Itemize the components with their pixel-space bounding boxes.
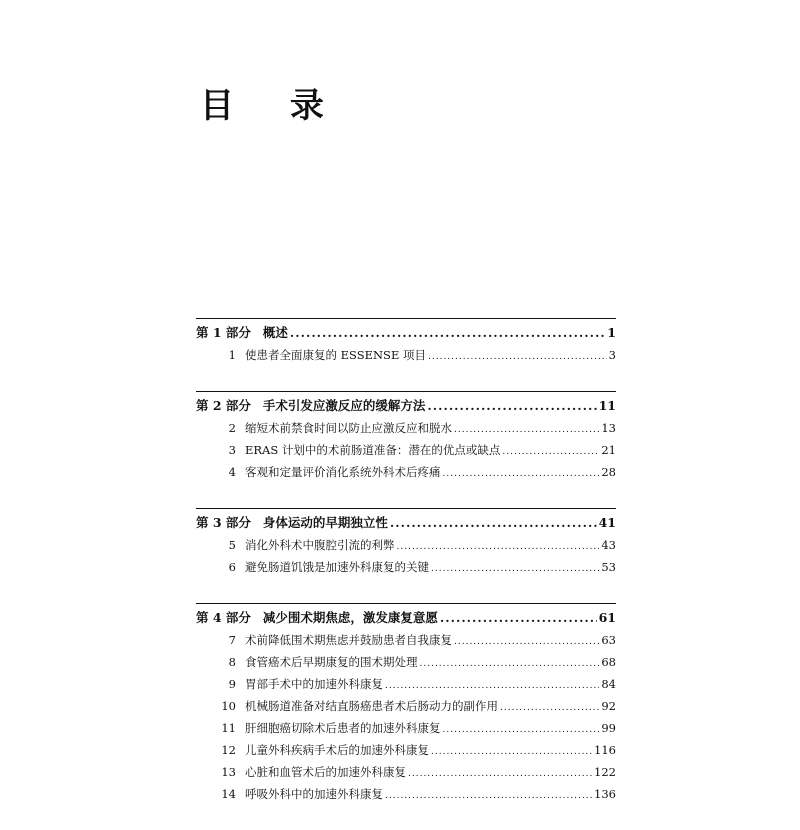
toc-entry[interactable] <box>196 559 616 581</box>
table-of-contents <box>196 318 616 830</box>
page-number: 1 <box>607 325 616 340</box>
toc-entry[interactable] <box>196 420 616 442</box>
dot-leader <box>390 515 597 530</box>
chapter-number: 5 <box>228 538 236 552</box>
toc-entry[interactable] <box>196 742 616 764</box>
page-number: 122 <box>594 765 616 779</box>
part-title: 概述 <box>262 325 288 340</box>
dot-leader <box>385 787 592 801</box>
chapter-number: 3 <box>228 443 236 457</box>
toc-entry[interactable] <box>196 698 616 720</box>
toc-part-4 <box>196 603 616 808</box>
toc-entry[interactable] <box>196 720 616 742</box>
dot-leader <box>502 443 599 457</box>
chapter-title: 使患者全面康复的 ESSENSE 项目 <box>245 348 426 362</box>
toc-entry[interactable] <box>196 464 616 486</box>
chapter-title: 客观和定量评价消化系统外科术后疼痛 <box>245 465 441 479</box>
chapter-number: 12 <box>221 743 236 757</box>
chapter-title: 缩短术前禁食时间以防止应激反应和脱水 <box>245 421 452 435</box>
chapter-number: 9 <box>228 677 236 691</box>
page-number: 21 <box>601 443 616 457</box>
part-label: 第 3 部分 <box>196 515 251 530</box>
page-number: 136 <box>594 787 616 801</box>
chapter-number: 2 <box>228 421 236 435</box>
page-number: 99 <box>601 721 616 735</box>
chapter-number: 7 <box>228 633 236 647</box>
dot-leader <box>397 538 600 552</box>
part-title: 手术引发应激反应的缓解方法 <box>262 398 426 413</box>
toc-entry[interactable] <box>196 786 616 808</box>
chapter-title: 避免肠道饥饿是加速外科康复的关键 <box>245 560 429 574</box>
page-number: 92 <box>601 699 616 713</box>
part-heading[interactable] <box>196 603 616 632</box>
page-number: 41 <box>598 515 616 530</box>
dot-leader <box>431 560 599 574</box>
page-number: 43 <box>601 538 616 552</box>
part-heading[interactable] <box>196 508 616 537</box>
dot-leader <box>290 325 605 340</box>
dot-leader <box>420 655 600 669</box>
chapter-title: 儿童外科疾病手术后的加速外科康复 <box>245 743 429 757</box>
toc-part-3 <box>196 508 616 581</box>
part-heading[interactable] <box>196 318 616 347</box>
chapter-title: 呼吸外科中的加速外科康复 <box>245 787 383 801</box>
toc-entry[interactable] <box>196 632 616 654</box>
chapter-number: 11 <box>221 721 236 735</box>
page-number: 28 <box>601 465 616 479</box>
dot-leader <box>427 398 596 413</box>
page-number: 3 <box>608 348 616 362</box>
part-title: 身体运动的早期独立性 <box>262 515 388 530</box>
chapter-title: 胃部手术中的加速外科康复 <box>245 677 383 691</box>
dot-leader <box>454 633 599 647</box>
page-title: 目 录 <box>200 86 346 126</box>
chapter-number: 10 <box>221 699 236 713</box>
toc-entry[interactable] <box>196 537 616 559</box>
toc-part-1 <box>196 318 616 369</box>
page-number: 84 <box>601 677 616 691</box>
dot-leader <box>443 721 600 735</box>
dot-leader <box>408 765 592 779</box>
part-title: 减少围术期焦虑，激发康复意愿 <box>262 610 438 625</box>
page-number: 53 <box>601 560 616 574</box>
chapter-number: 8 <box>228 655 236 669</box>
toc-entry[interactable] <box>196 442 616 464</box>
chapter-title: ERAS 计划中的术前肠道准备：潜在的优点或缺点 <box>245 443 501 457</box>
chapter-title: 术前降低围术期焦虑并鼓励患者自我康复 <box>245 633 452 647</box>
page-number: 11 <box>598 398 616 413</box>
chapter-title: 机械肠道准备对结直肠癌患者术后肠动力的副作用 <box>245 699 498 713</box>
page-number: 61 <box>598 610 616 625</box>
chapter-number: 13 <box>221 765 236 779</box>
toc-part-2 <box>196 391 616 486</box>
chapter-title: 消化外科术中腹腔引流的利弊 <box>245 538 395 552</box>
chapter-number: 6 <box>228 560 236 574</box>
toc-entry[interactable] <box>196 764 616 786</box>
chapter-title: 心脏和血管术后的加速外科康复 <box>245 765 406 779</box>
page-number: 68 <box>601 655 616 669</box>
dot-leader <box>500 699 599 713</box>
dot-leader <box>428 348 607 362</box>
dot-leader <box>385 677 599 691</box>
dot-leader <box>431 743 592 757</box>
part-heading[interactable] <box>196 391 616 420</box>
dot-leader <box>440 610 597 625</box>
dot-leader <box>443 465 600 479</box>
part-label: 第 4 部分 <box>196 610 251 625</box>
page-number: 63 <box>601 633 616 647</box>
chapter-title: 食管癌术后早期康复的围术期处理 <box>245 655 418 669</box>
page-number: 13 <box>601 421 616 435</box>
chapter-number: 4 <box>228 465 236 479</box>
chapter-number: 1 <box>228 348 236 362</box>
dot-leader <box>454 421 599 435</box>
chapter-title: 肝细胞癌切除术后患者的加速外科康复 <box>245 721 441 735</box>
toc-entry[interactable] <box>196 654 616 676</box>
part-label: 第 1 部分 <box>196 325 251 340</box>
part-label: 第 2 部分 <box>196 398 251 413</box>
toc-entry[interactable] <box>196 347 616 369</box>
toc-entry[interactable] <box>196 676 616 698</box>
page-number: 116 <box>594 743 616 757</box>
chapter-number: 14 <box>221 787 236 801</box>
